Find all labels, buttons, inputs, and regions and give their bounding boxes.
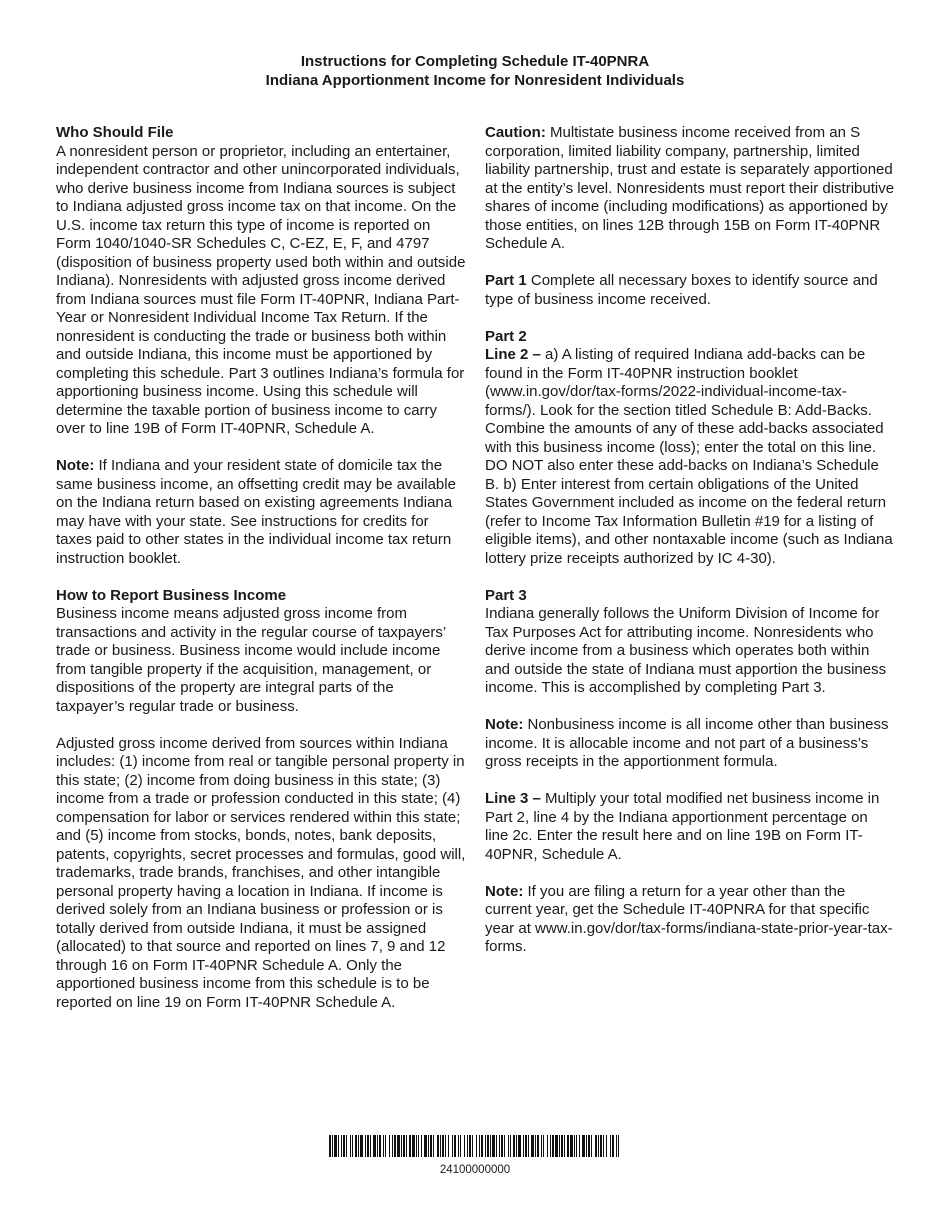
- barcode-bar: [598, 1135, 599, 1157]
- barcode-bar: [516, 1135, 517, 1157]
- barcode-bar: [437, 1135, 439, 1157]
- nonbusiness-note-paragraph: [485, 716, 895, 772]
- barcode-bar: [550, 1135, 551, 1157]
- barcode-bar: [464, 1135, 465, 1157]
- title-line-2: Indiana Apportionment Income for Nonresident Individuals: [265, 72, 685, 89]
- barcode-bar: [367, 1135, 369, 1157]
- barcode-bar: [490, 1135, 491, 1157]
- barcode-bar: [440, 1135, 441, 1157]
- barcode-bar: [576, 1135, 577, 1157]
- note-paragraph: [56, 457, 466, 568]
- agi-paragraph: Adjusted gross income derived from sources within Indiana includes: (1) income from real or tangible personal property in this state; (2) income from doing business in this state; (3) income from a trade or profession conducted in this state; (4) compensation for labor or services rendered within this state; and (5) income from stocks, bonds, notes, bank deposits, patents, copyrights, secret processes and formulas, good will, trademarks, trade brands, franchises, and other intangible personal property having a location in Indiana. If income is derived solely from an Indiana business or profession or is totally derived from outside Indiana, it must be assigned (allocated) to that source and reported on lines 7, 9 and 12 through 16 on Form IT-40PNR Schedule A. Only the apportioned business income from this schedule is to be reported on line 19 on Form IT-40PNR Schedule A.: [56, 734, 466, 1011]
- barcode-bar: [394, 1135, 396, 1157]
- barcode-bar: [616, 1135, 617, 1157]
- right-column: [485, 124, 895, 975]
- barcode-bar: [603, 1135, 604, 1157]
- barcode-bar: [373, 1135, 376, 1157]
- part1-paragraph: [485, 272, 895, 309]
- barcode-bar: [379, 1135, 381, 1157]
- line2-text: a) A listing of required Indiana add-backs can be found in the Form IT-40PNR instruction booklet (www.in.gov/dor/tax-forms/2022-individual-income-tax-forms/). Look for the section titled Schedule B: Add-Backs. Combine the amounts of any of these add-backs associated with this business income (loss); enter the total on this line. DO NOT also enter these add-backs on Indiana’s Schedule B. b) Enter interest from certain obligations of the United States Government included as income on the federal return (refer to Income Tax Information Bulletin #19 for a listing of eligible items), and other nontaxable income (such as Indiana lottery prize receipts authorized by IC 4-30).: [485, 346, 893, 567]
- barcode-bar: [595, 1135, 597, 1157]
- barcode-bar: [531, 1135, 534, 1157]
- barcode-bar: [403, 1135, 405, 1157]
- barcode-bar: [591, 1135, 592, 1157]
- barcode-bar: [409, 1135, 411, 1157]
- barcode: [329, 1135, 621, 1162]
- barcode-bar: [389, 1135, 390, 1157]
- barcode-bar: [329, 1135, 331, 1157]
- barcode-bars: [329, 1135, 621, 1157]
- barcode-bar: [365, 1135, 366, 1157]
- barcode-bar: [567, 1135, 569, 1157]
- barcode-bar: [424, 1135, 427, 1157]
- barcode-bar: [445, 1135, 446, 1157]
- barcode-bar: [499, 1135, 500, 1157]
- barcode-bar: [448, 1135, 449, 1157]
- barcode-bar: [469, 1135, 471, 1157]
- barcode-bar: [612, 1135, 614, 1157]
- barcode-bar: [428, 1135, 429, 1157]
- barcode-bar: [610, 1135, 611, 1157]
- barcode-bar: [332, 1135, 333, 1157]
- who-should-file-section: [56, 124, 466, 439]
- barcode-bar: [467, 1135, 468, 1157]
- barcode-bar: [586, 1135, 587, 1157]
- barcode-bar: [472, 1135, 473, 1157]
- barcode-bar: [541, 1135, 542, 1157]
- line2-label: Line 2 –: [485, 346, 541, 363]
- barcode-bar: [606, 1135, 607, 1157]
- barcode-bar: [341, 1135, 342, 1157]
- barcode-bar: [479, 1135, 480, 1157]
- barcode-bar: [528, 1135, 529, 1157]
- barcode-bar: [618, 1135, 619, 1157]
- barcode-bar: [421, 1135, 422, 1157]
- how-to-report-heading: How to Report Business Income: [56, 586, 287, 604]
- barcode-bar: [513, 1135, 515, 1157]
- who-should-file-text: A nonresident person or proprietor, including an entertainer, independent contractor and other unincorporated individuals, who derive business income from Indiana sources is subject to Indiana adjusted gross income tax on that income. On the U.S. income tax return this type of income is reported on Form 1040/1040-SR Schedules C, C-EZ, E, F, and 4797 (disposition of business property used both within and outside Indiana). Nonresidents with adjusted gross income derived from Indiana sources must file Form IT-40PNR, Indiana Part-Year or Nonresident Individual Income Tax Return. If the nonresident is conducting the trade or business both within and outside Indiana, this income must be apportioned by completing this schedule. Part 3 outlines Indiana’s formula for apportioning business income. Using this schedule will determine the taxable portion of business income to carry over to line 19B of Form IT-40PNR, Schedule A.: [56, 142, 466, 437]
- caution-paragraph: [485, 124, 895, 254]
- note2-label: Note:: [485, 716, 524, 733]
- barcode-bar: [401, 1135, 402, 1157]
- barcode-bar: [350, 1135, 351, 1157]
- barcode-bar: [383, 1135, 384, 1157]
- barcode-bar: [559, 1135, 560, 1157]
- barcode-bar: [442, 1135, 444, 1157]
- barcode-bar: [406, 1135, 407, 1157]
- barcode-bar: [358, 1135, 359, 1157]
- line3-paragraph: [485, 790, 895, 864]
- barcode-bar: [487, 1135, 489, 1157]
- barcode-bar: [561, 1135, 563, 1157]
- how-to-report-text: Business income means adjusted gross income from transactions and activity in the regular course of taxpayers’ trade or business. Business income would include income from tangible property if the acquisition, management, or dispositions of the property are integral parts of the taxpayer’s regular trade or business.: [56, 605, 446, 715]
- barcode-bar: [460, 1135, 461, 1157]
- barcode-bar: [397, 1135, 400, 1157]
- line3-label: Line 3 –: [485, 790, 541, 807]
- note-label: Note:: [56, 457, 95, 474]
- barcode-bar: [518, 1135, 521, 1157]
- barcode-bar: [574, 1135, 575, 1157]
- left-column: [56, 124, 466, 1031]
- barcode-bar: [338, 1135, 339, 1157]
- barcode-bar: [476, 1135, 477, 1157]
- barcode-bar: [392, 1135, 393, 1157]
- barcode-bar: [352, 1135, 353, 1157]
- barcode-bar: [430, 1135, 432, 1157]
- barcode-bar: [510, 1135, 511, 1157]
- barcode-area: [0, 1135, 950, 1177]
- note3-label: Note:: [485, 882, 524, 900]
- barcode-bar: [555, 1135, 558, 1157]
- barcode-bar: [535, 1135, 536, 1157]
- part3-section: [485, 587, 895, 698]
- part3-heading: Part 3: [485, 586, 527, 604]
- barcode-bar: [481, 1135, 483, 1157]
- barcode-bar: [579, 1135, 580, 1157]
- barcode-bar: [570, 1135, 573, 1157]
- barcode-bar: [346, 1135, 347, 1157]
- barcode-bar: [452, 1135, 453, 1157]
- barcode-bar: [501, 1135, 503, 1157]
- barcode-bar: [370, 1135, 371, 1157]
- barcode-bar: [377, 1135, 378, 1157]
- barcode-bar: [412, 1135, 415, 1157]
- barcode-bar: [564, 1135, 565, 1157]
- part2-heading: Part 2: [485, 327, 527, 345]
- barcode-bar: [547, 1135, 548, 1157]
- part2-section: [485, 328, 895, 569]
- barcode-bar: [355, 1135, 357, 1157]
- barcode-bar: [508, 1135, 509, 1157]
- caution-text: Multistate business income received from an S corporation, limited liability company, partnership, limited liability partnership, trust and estate is separately apportioned at the entity’s level. Nonresidents must report their distributive shares of income (including modifications) as apportioned by those entities, on lines 12B through 15B on Form IT-40PNR Schedule A.: [485, 124, 895, 252]
- barcode-bar: [537, 1135, 539, 1157]
- barcode-bar: [582, 1135, 585, 1157]
- caution-label: Caution:: [485, 124, 546, 141]
- who-should-file-heading: Who Should File: [56, 124, 174, 141]
- barcode-bar: [485, 1135, 486, 1157]
- prior-year-note-paragraph: [485, 883, 895, 957]
- note3-text: If you are filing a return for a year other than the current year, get the Schedule IT-40PNRA for that specific year at www.in.gov/dor/tax-forms/indiana-state-prior-year-tax-forms.: [485, 882, 893, 955]
- part1-text: Complete all necessary boxes to identify source and type of business income received.: [485, 272, 878, 308]
- barcode-bar: [343, 1135, 345, 1157]
- how-to-report-section: [56, 587, 466, 717]
- barcode-bar: [454, 1135, 456, 1157]
- barcode-bar: [458, 1135, 459, 1157]
- part3-text: Indiana generally follows the Uniform Division of Income for Tax Purposes Act for attributing income. Nonresidents who derive income from a business which operates both within and outside the state of Indiana must apportion the business income. This is accomplished by completing Part 3.: [485, 605, 887, 696]
- barcode-bar: [525, 1135, 527, 1157]
- title-line-1: Instructions for Completing Schedule IT-40PNRA: [300, 53, 650, 70]
- barcode-bar: [385, 1135, 386, 1157]
- barcode-bar: [543, 1135, 544, 1157]
- barcode-bar: [600, 1135, 602, 1157]
- line2-paragraph: [485, 346, 895, 568]
- note-text: If Indiana and your resident state of domicile tax the same business income, an offsetting credit may be available on the Indiana return based on existing agreements Indiana may have with your state. See instructions for credits for taxes paid to other states in the individual income tax return instruction booklet.: [56, 457, 456, 567]
- barcode-bar: [360, 1135, 363, 1157]
- line3-text: Multiply your total modified net business income in Part 2, line 4 by the Indiana apportionment percentage on line 2c. Enter the result here and on line 19B on Form IT-40PNR, Schedule A.: [485, 790, 880, 863]
- barcode-bar: [552, 1135, 554, 1157]
- barcode-bar: [416, 1135, 417, 1157]
- barcode-bar: [334, 1135, 337, 1157]
- barcode-bar: [496, 1135, 497, 1157]
- barcode-bar: [418, 1135, 419, 1157]
- barcode-bar: [523, 1135, 524, 1157]
- barcode-number: 24100000000: [439, 1164, 511, 1176]
- barcode-bar: [588, 1135, 590, 1157]
- part1-label: Part 1: [485, 272, 527, 289]
- note2-text: Nonbusiness income is all income other than business income. It is allocable income and not part of a business’s gross receipts in the apportionment formula.: [485, 716, 889, 770]
- barcode-bar: [504, 1135, 505, 1157]
- page-title: [0, 52, 950, 90]
- barcode-bar: [433, 1135, 434, 1157]
- barcode-bar: [492, 1135, 495, 1157]
